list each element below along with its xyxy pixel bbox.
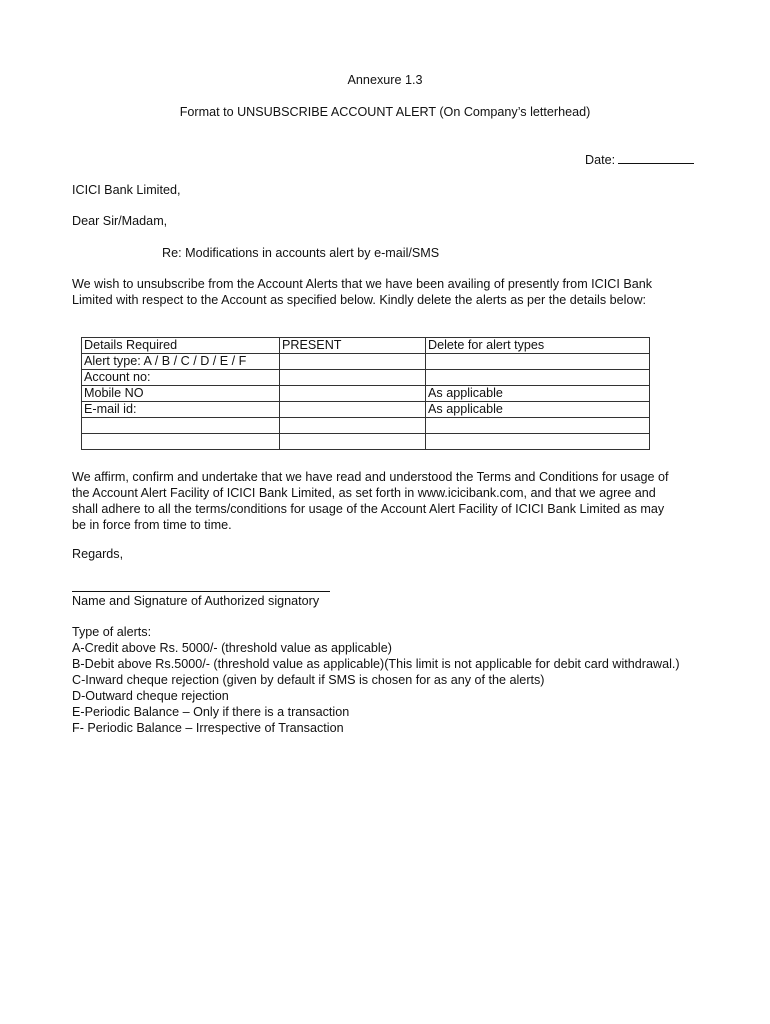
table-cell: Account no: [82,370,280,386]
table-cell [426,434,650,450]
table-cell: Details Required [82,338,280,354]
affirmation-line: be in force from time to time. [72,518,232,532]
table-cell [280,370,426,386]
format-title: Format to UNSUBSCRIBE ACCOUNT ALERT (On Company’s letterhead) [179,105,591,119]
date-line [585,151,694,168]
alert-type-item: A-Credit above Rs. 5000/- (threshold value as applicable) [72,641,392,655]
intro-paragraph [72,276,692,308]
table-row [82,370,650,386]
intro-line: Limited with respect to the Account as specified below. Kindly delete the alerts as per the details below: [72,293,647,307]
regards: Regards, [72,547,124,561]
table-cell [280,386,426,402]
alert-type-item: D-Outward cheque rejection [72,689,229,703]
table-row [82,386,650,402]
alert-types-list [72,624,680,736]
table-row [82,434,650,450]
table-cell [280,434,426,450]
alert-type-item: F- Periodic Balance – Irrespective of Transaction [72,721,344,735]
table-cell: Delete for alert types [426,338,650,354]
table-cell [280,402,426,418]
table-cell: As applicable [426,386,650,402]
alert-type-item: B-Debit above Rs.5000/- (threshold value as applicable)(This limit is not applicable for debit card withdrawal.) [72,657,680,671]
affirmation-paragraph [72,469,668,533]
table-cell: As applicable [426,402,650,418]
table-cell: Mobile NO [82,386,280,402]
table-row [82,338,650,354]
alert-type-item: C-Inward cheque rejection (given by default if SMS is chosen for as any of the alerts) [72,673,545,687]
salutation: Dear Sir/Madam, [72,214,168,228]
affirmation-line: shall adhere to all the terms/conditions for usage of the Account Alert Facility of ICICI Bank Limited as may [72,502,665,516]
table-cell [426,354,650,370]
table-cell [280,354,426,370]
details-table [81,337,650,450]
table-row [82,402,650,418]
affirmation-line: the Account Alert Facility of ICICI Bank Limited, as set forth in www.icicibank.com, and that we agree and [72,486,656,500]
table-cell: Alert type: A / B / C / D / E / F [82,354,280,370]
affirmation-line: We affirm, confirm and undertake that we have read and understood the Terms and Conditions for usage of [72,470,669,484]
date-label: Date: [585,153,616,167]
signature-label: Name and Signature of Authorized signatory [72,594,320,608]
table-cell: PRESENT [280,338,426,354]
table-cell [82,418,280,434]
table-row [82,354,650,370]
table-row [82,418,650,434]
table-cell: E-mail id: [82,402,280,418]
signature-line [72,591,330,592]
table-cell [426,370,650,386]
date-blank [618,151,694,164]
alert-types-heading: Type of alerts: [72,625,152,639]
annexure-title: Annexure 1.3 [347,73,423,87]
addressee: ICICI Bank Limited, [72,183,181,197]
alert-type-item: E-Periodic Balance – Only if there is a transaction [72,705,350,719]
table-cell [82,434,280,450]
intro-line: We wish to unsubscribe from the Account Alerts that we have been availing of presently from ICICI Bank [72,277,653,291]
table-cell [280,418,426,434]
subject-line: Re: Modifications in accounts alert by e-mail/SMS [162,246,440,260]
table-cell [426,418,650,434]
